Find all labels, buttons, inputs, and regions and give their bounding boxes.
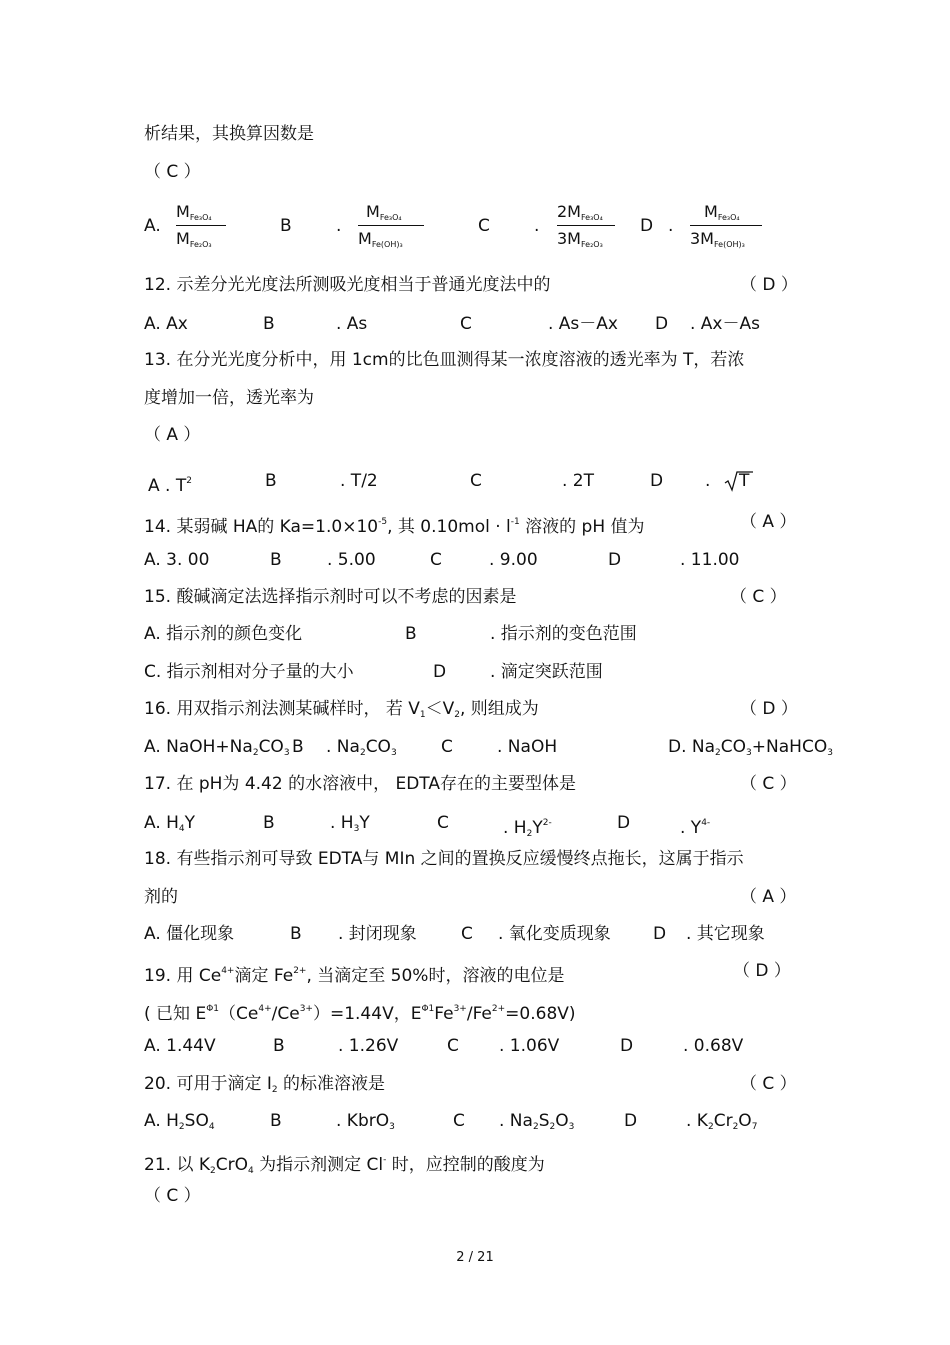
fraction-bar xyxy=(557,225,615,226)
fraction-bar xyxy=(176,225,226,226)
superscript: Φ1 xyxy=(421,1004,435,1014)
q19-option-b-label: B xyxy=(273,1036,285,1056)
option-text: CO xyxy=(258,737,284,757)
q18-answer: （ A ） xyxy=(740,887,797,907)
superscript: Φ1 xyxy=(206,1004,219,1014)
q15-question: 15. 酸碱滴定法选择指示剂时可以不考虑的因素是 xyxy=(144,587,517,607)
q19-known-values xyxy=(144,997,576,1026)
fraction-denominator: MFe(OH)₃ xyxy=(358,229,403,249)
option-text: A . T xyxy=(148,476,187,496)
q16-option-b xyxy=(326,735,397,765)
q17-option-d-label: D xyxy=(617,813,631,833)
known-text: =0.68V) xyxy=(505,1004,576,1024)
q15-option-b-label: B xyxy=(405,624,417,644)
q15-answer: （ C ） xyxy=(730,587,787,607)
subscript: 4 xyxy=(208,1122,215,1132)
q16-option-c: . NaOH xyxy=(497,737,558,757)
subscript: 1 xyxy=(419,710,426,720)
superscript: 2- xyxy=(542,818,552,828)
subscript: 3 xyxy=(746,748,752,758)
option-text: Y xyxy=(184,813,196,833)
q16-text-b: ＜V xyxy=(425,699,455,719)
q20-option-d xyxy=(686,1109,757,1139)
q13-option-c-label: C xyxy=(470,471,482,491)
q11-option-c-dot: . xyxy=(534,216,540,236)
q13-option-d-sqrt xyxy=(724,469,750,493)
q11-continuation: 析结果，其换算因数是 xyxy=(144,124,314,144)
q19-text-c: , 当滴定至 50%时，溶液的电位是 xyxy=(306,966,565,986)
fraction-numerator: MFe₃O₄ xyxy=(366,202,402,222)
subscript: 2 xyxy=(178,1122,185,1132)
subscript: 2 xyxy=(271,1085,278,1095)
q18-option-d: . 其它现象 xyxy=(686,924,765,944)
option-text: . Y xyxy=(680,818,702,838)
q19-option-c: . 1.06V xyxy=(499,1036,560,1056)
q12-option-c-label: C xyxy=(460,314,472,334)
fraction-numerator: MFe₃O₄ xyxy=(704,202,740,222)
subscript: 2 xyxy=(210,1166,216,1176)
q11-option-d-dot: . xyxy=(668,216,674,236)
q13-option-a xyxy=(148,469,192,498)
option-text: A. H xyxy=(144,813,179,833)
q17-option-b-label: B xyxy=(263,813,275,833)
q14-question xyxy=(144,510,645,539)
q15-option-c: C. 指示剂相对分子量的大小 xyxy=(144,662,354,682)
q14-option-b-label: B xyxy=(270,550,282,570)
superscript: 4+ xyxy=(221,966,235,976)
subscript: 3 xyxy=(827,748,833,758)
option-text: D. Na xyxy=(668,737,716,757)
q12-option-d: . Ax－As xyxy=(690,314,760,334)
q16-text-c: , 则组成为 xyxy=(460,699,539,719)
q12-option-b-label: B xyxy=(263,314,275,334)
known-text: /Ce xyxy=(271,1004,300,1024)
option-text: Y xyxy=(359,813,370,833)
known-text: ）=1.44V，E xyxy=(312,1004,422,1024)
q14-text-a: 14. 某弱碱 HA的 Ka=1.0×10 xyxy=(144,517,379,537)
q21-text-d: 时，应控制的酸度为 xyxy=(386,1155,545,1175)
q11-option-b-dot: . xyxy=(336,216,342,236)
superscript: 2+ xyxy=(491,1004,506,1014)
q12-option-d-label: D xyxy=(655,314,669,334)
q13-option-b-label: B xyxy=(265,471,277,491)
superscript: -5 xyxy=(378,517,388,527)
q16-text-a: 16. 用双指示剂法测某碱样时， 若 V xyxy=(144,699,420,719)
q12-option-a: A. Ax xyxy=(144,314,188,334)
option-text: A. NaOH+Na xyxy=(144,737,253,757)
option-text: CO xyxy=(720,737,747,757)
q13-answer: （ A ） xyxy=(144,425,201,445)
q16-question xyxy=(144,697,539,727)
option-text: . KbrO xyxy=(336,1111,390,1131)
q19-option-b: . 1.26V xyxy=(338,1036,399,1056)
q12-answer: （ D ） xyxy=(740,275,798,295)
option-text: . K xyxy=(686,1111,708,1131)
option-text: . Na xyxy=(326,737,360,757)
q20-text-b: 的标准溶液是 xyxy=(277,1074,385,1094)
q11-option-c-label: C xyxy=(478,216,490,236)
option-text: O xyxy=(555,1111,569,1131)
option-text: A. H xyxy=(144,1111,179,1131)
subscript: 4 xyxy=(178,824,185,834)
fraction-denominator: 3MFe(OH)₃ xyxy=(690,229,745,249)
q20-answer: （ C ） xyxy=(740,1074,797,1094)
q14-option-c: . 9.00 xyxy=(489,550,538,570)
q20-text-a: 20. 可用于滴定 I xyxy=(144,1074,272,1094)
superscript: 2 xyxy=(186,476,192,486)
q18-option-b: . 封闭现象 xyxy=(338,924,417,944)
q12-option-c: . As－Ax xyxy=(548,314,618,334)
superscript: -1 xyxy=(510,517,520,527)
q19-question xyxy=(144,959,564,988)
q20-option-c xyxy=(499,1109,574,1139)
q14-option-d-label: D xyxy=(608,550,622,570)
q19-option-a: A. 1.44V xyxy=(144,1036,216,1056)
superscript: 3+ xyxy=(299,1004,313,1014)
q17-question: 17. 在 pH为 4.42 的水溶液中， EDTA存在的主要型体是 xyxy=(144,774,577,794)
q21-text-c: 为指示剂测定 Cl xyxy=(253,1155,384,1175)
q18-question-line1: 18. 有些指示剂可导致 EDTA与 MIn 之间的置换反应缓慢终点拖长，这属于指示 xyxy=(144,849,744,869)
q12-option-b: . As xyxy=(336,314,368,334)
option-text: Cr xyxy=(713,1111,733,1131)
q19-option-c-label: C xyxy=(447,1036,459,1056)
fraction-denominator: 3MFe₂O₃ xyxy=(557,229,603,249)
q16-option-d xyxy=(668,735,833,765)
fraction-bar xyxy=(358,225,424,226)
q17-option-a xyxy=(144,811,195,841)
q17-option-d xyxy=(680,811,710,840)
q17-answer: （ C ） xyxy=(740,774,797,794)
q11-option-d-label: D xyxy=(640,216,654,236)
superscript: 2+ xyxy=(293,966,307,976)
q18-option-c: . 氧化变质现象 xyxy=(498,924,611,944)
q14-option-c-label: C xyxy=(430,550,442,570)
subscript: 3 xyxy=(390,748,397,758)
q16-option-c-label: C xyxy=(441,737,453,757)
q18-option-d-label: D xyxy=(653,924,667,944)
q20-option-d-label: D xyxy=(624,1111,638,1131)
option-text: S xyxy=(538,1111,550,1131)
q21-text-b: CrO xyxy=(215,1155,248,1175)
option-text: . H xyxy=(330,813,354,833)
q13-question-line2: 度增加一倍，透光率为 xyxy=(144,388,314,408)
option-text: Y xyxy=(532,818,543,838)
subscript: 2 xyxy=(252,748,259,758)
q17-option-c-label: C xyxy=(437,813,449,833)
subscript: 7 xyxy=(751,1122,758,1132)
q15-option-a: A. 指示剂的颜色变化 xyxy=(144,624,303,644)
q19-text-b: 滴定 Fe xyxy=(234,966,294,986)
q19-option-d: . 0.68V xyxy=(683,1036,744,1056)
known-text: Fe xyxy=(434,1004,454,1024)
superscript: 4- xyxy=(701,818,711,828)
q15-option-d: . 滴定突跃范围 xyxy=(490,662,603,682)
q14-option-b: . 5.00 xyxy=(327,550,376,570)
q13-question-line1: 13. 在分光光度分析中，用 1cm的比色皿测得某一浓度溶液的透光率为 T，若浓 xyxy=(144,350,745,370)
option-text: O xyxy=(738,1111,752,1131)
q14-answer: （ A ） xyxy=(740,512,797,532)
subscript: 2 xyxy=(532,1122,539,1132)
q18-option-b-label: B xyxy=(290,924,302,944)
page-number: 2 / 21 xyxy=(456,1250,494,1265)
q15-option-b: . 指示剂的变色范围 xyxy=(490,624,637,644)
q19-text-a: 19. 用 Ce xyxy=(144,966,222,986)
fraction-bar xyxy=(690,225,762,226)
q18-option-a: A. 僵化现象 xyxy=(144,924,235,944)
q20-option-b xyxy=(336,1109,395,1139)
q20-option-a xyxy=(144,1109,215,1139)
subscript: 3 xyxy=(568,1122,575,1132)
option-text: +NaHCO xyxy=(751,737,828,757)
known-text: /Fe xyxy=(466,1004,492,1024)
q11-answer: （ C ） xyxy=(144,162,201,182)
subscript: 2 xyxy=(732,1122,739,1132)
q14-option-a: A. 3. 00 xyxy=(144,550,210,570)
option-text: . H xyxy=(503,818,527,838)
q21-text-a: 21. 以 K xyxy=(144,1155,210,1175)
q17-option-c xyxy=(503,811,552,846)
q19-answer: （ D ） xyxy=(733,961,791,981)
q13-option-d-dot: . xyxy=(705,471,711,491)
fraction-numerator: MFe₃O₄ xyxy=(176,202,212,222)
superscript: 4+ xyxy=(258,1004,272,1014)
q20-question xyxy=(144,1072,385,1102)
q16-answer: （ D ） xyxy=(740,699,798,719)
q20-option-c-label: C xyxy=(453,1111,465,1131)
option-text: . Na xyxy=(499,1111,533,1131)
q15-option-d-label: D xyxy=(433,662,447,682)
subscript: 2 xyxy=(549,1122,556,1132)
q13-option-b: . T/2 xyxy=(340,471,378,491)
q11-option-b-label: B xyxy=(280,216,292,236)
option-text: SO xyxy=(184,1111,209,1131)
subscript: 2 xyxy=(715,748,721,758)
subscript: 3 xyxy=(353,824,360,834)
q14-option-d: . 11.00 xyxy=(680,550,740,570)
subscript: 2 xyxy=(454,710,460,720)
subscript: 4 xyxy=(247,1166,254,1176)
q14-text-b: , 其 0.10mol · l xyxy=(387,517,511,537)
superscript: 3+ xyxy=(453,1004,467,1014)
q21-question xyxy=(144,1148,545,1183)
q14-text-c: 溶液的 pH 值为 xyxy=(519,517,645,537)
q21-answer: （ C ） xyxy=(144,1186,201,1206)
known-text: ( 已知 E xyxy=(144,1004,207,1024)
known-text: （Ce xyxy=(219,1004,259,1024)
q19-option-d-label: D xyxy=(620,1036,634,1056)
fraction-numerator: 2MFe₃O₄ xyxy=(557,202,603,222)
q16-option-b-label: B xyxy=(292,737,304,757)
subscript: 2 xyxy=(526,829,533,839)
q13-option-c: . 2T xyxy=(562,471,595,491)
superscript: - xyxy=(383,1155,387,1165)
fraction-denominator: MFe₂O₃ xyxy=(176,229,212,249)
q11-option-a-label: A. xyxy=(144,216,161,236)
option-text: CO xyxy=(365,737,391,757)
q16-option-a xyxy=(144,735,290,765)
subscript: 3 xyxy=(283,748,290,758)
q18-question-line2: 剂的 xyxy=(144,887,178,907)
subscript: 3 xyxy=(389,1122,395,1132)
q12-question: 12. 示差分光光度法所测吸光度相当于普通光度法中的 xyxy=(144,275,551,295)
subscript: 2 xyxy=(359,748,366,758)
q17-option-b xyxy=(330,811,370,841)
subscript: 2 xyxy=(707,1122,714,1132)
radicand: T xyxy=(739,471,750,491)
q13-option-d-label: D xyxy=(650,471,664,491)
q18-option-c-label: C xyxy=(461,924,473,944)
q20-option-b-label: B xyxy=(270,1111,282,1131)
